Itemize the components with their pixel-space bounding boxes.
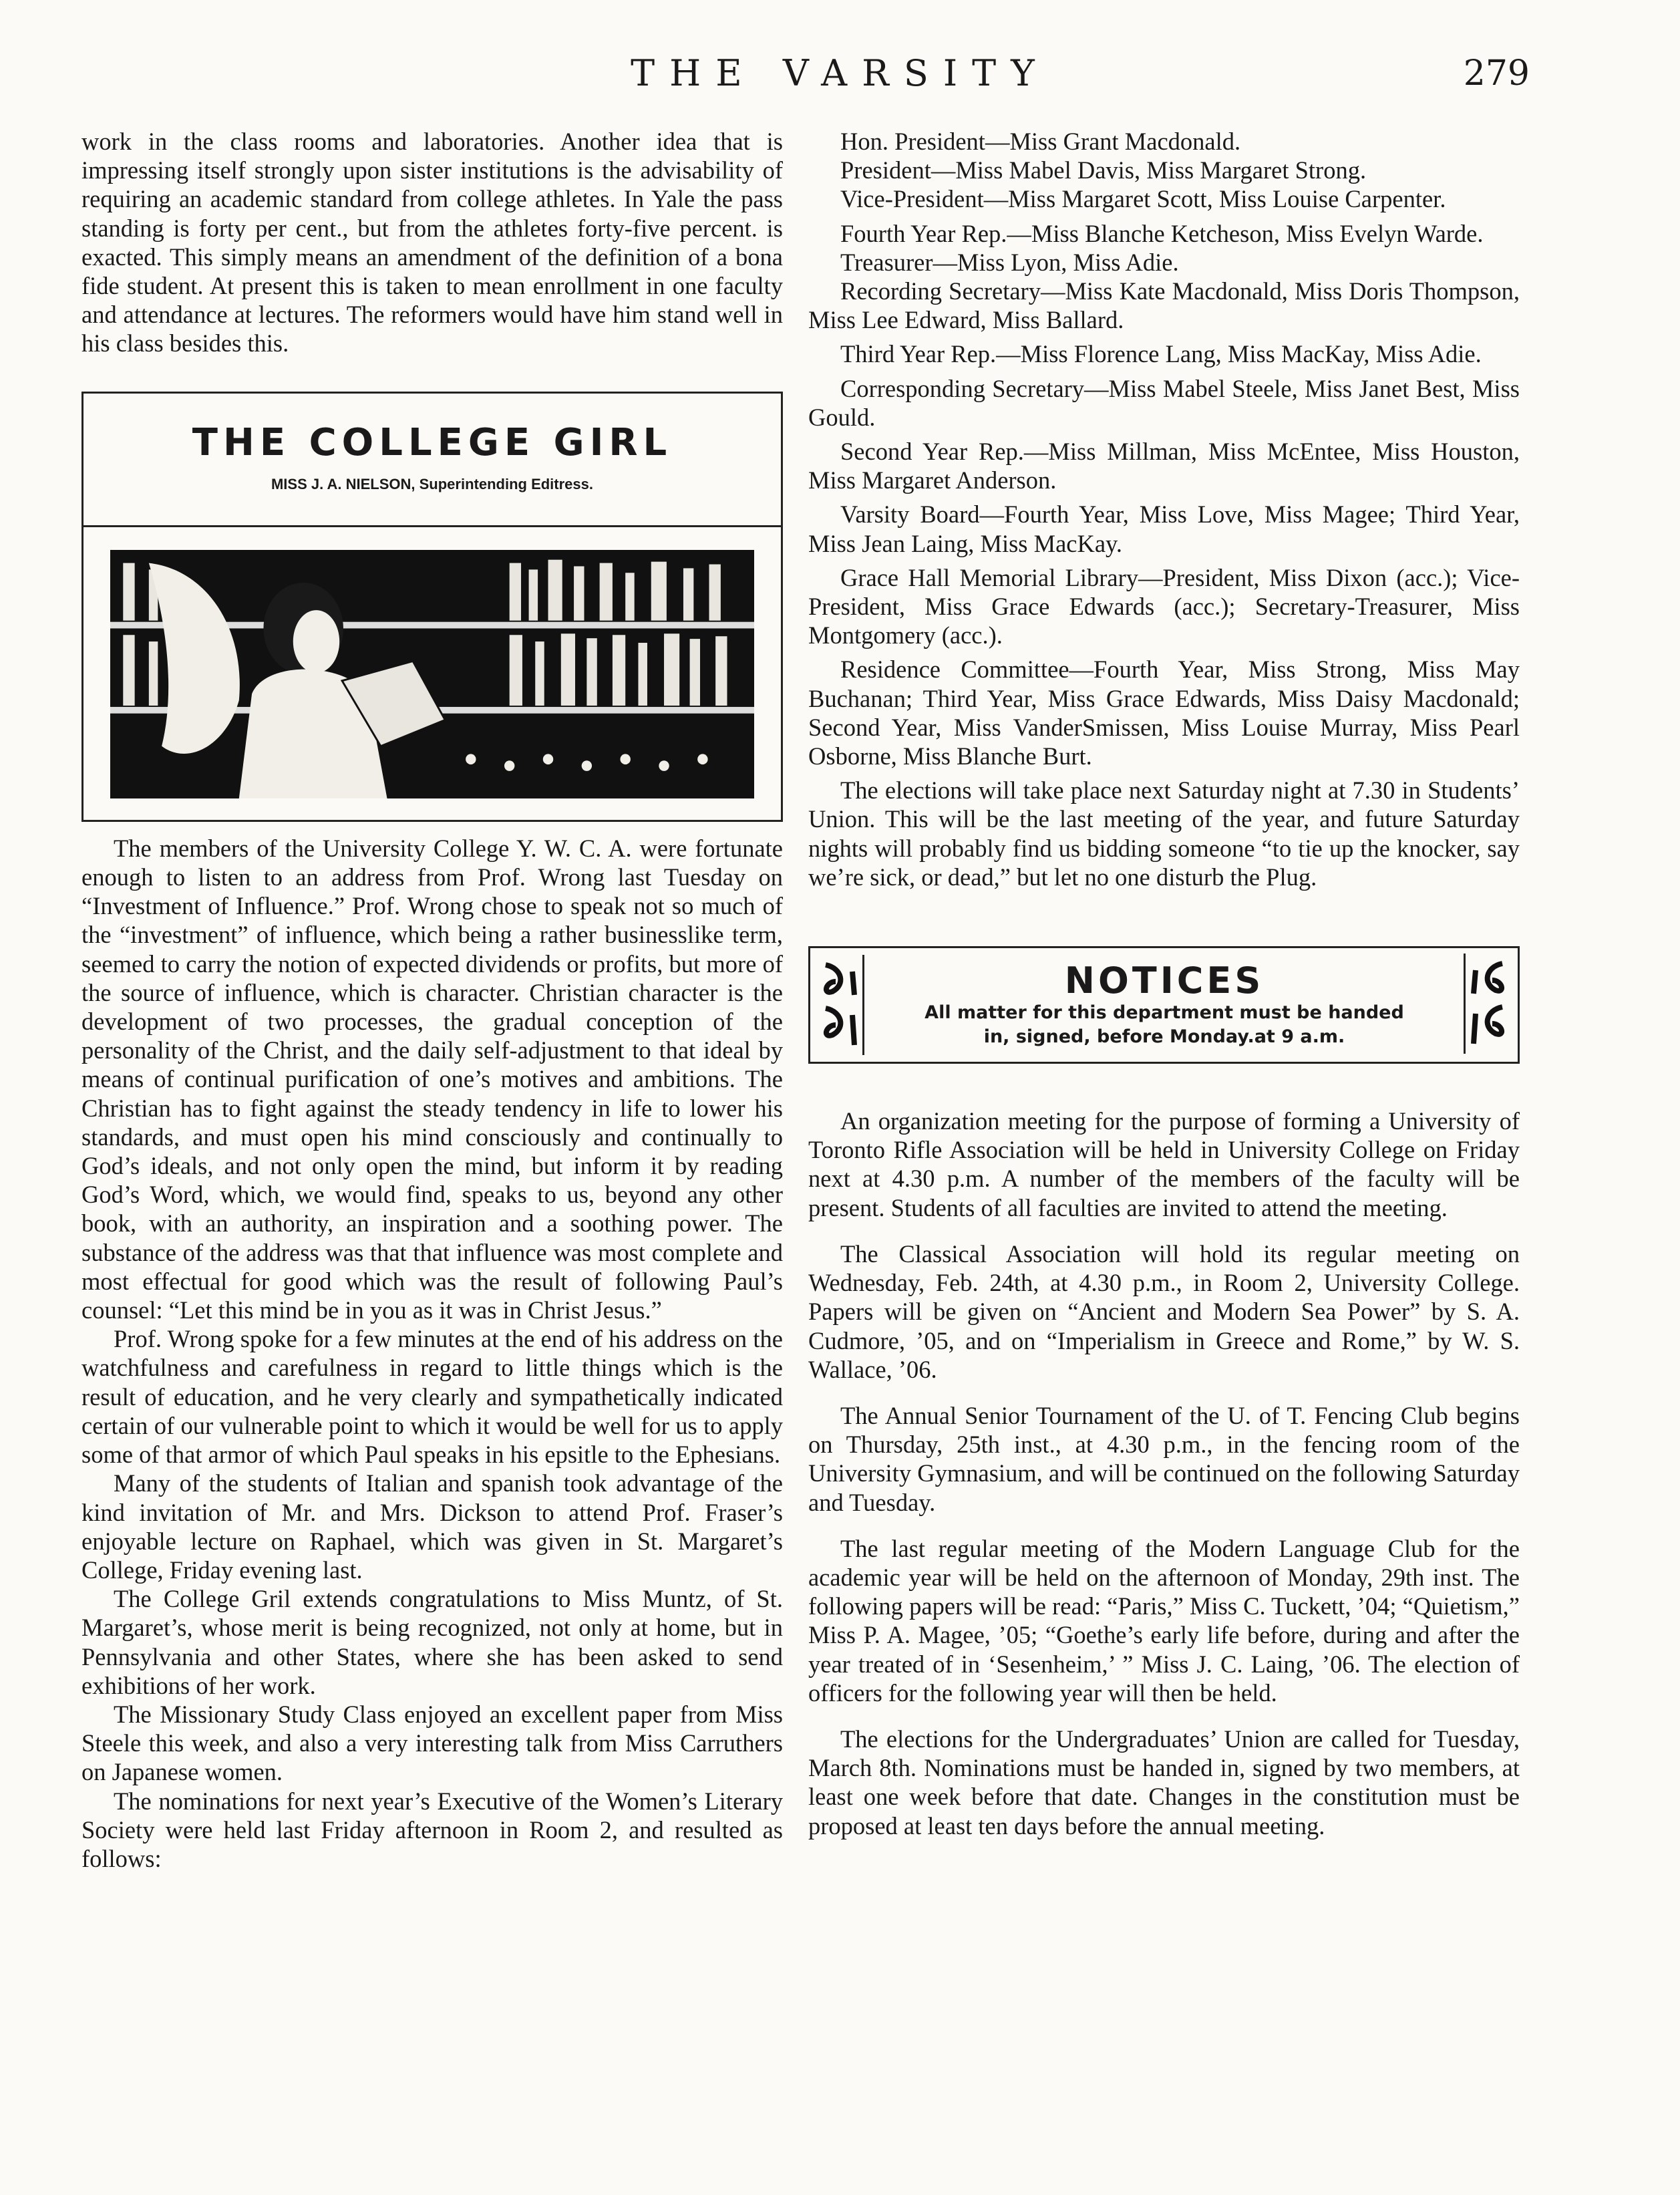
notice-paragraph: An organization meeting for the purpose of forming a University of Toronto Rifle Association will be held in University College on Friday next at 4.30 p.m. A number of the members of the faculty will be present. Students of all faculties are invited to attend the meeting.: [808, 1107, 1520, 1221]
notices-subtitle: in, signed, before Monday.at 9 a.m.: [983, 1026, 1345, 1048]
right-column: [808, 127, 1520, 1840]
notice-paragraph: The Annual Senior Tournament of the U. of T. Fencing Club begins on Thursday, 25th inst., at 4.30 p.m., in the fencing room of the University Gymnasium, and will be continued on the following Saturday and Tuesday.: [808, 1401, 1520, 1516]
ornament-icon: [816, 955, 864, 1055]
officer-line: Corresponding Secretary—Miss Mabel Steele, Miss Janet Best, Miss Gould.: [808, 374, 1520, 431]
elections-paragraph: The elections will take place next Saturday night at 7.30 in Students’ Union. This will be the last meeting of the year, and future Saturday nights will probably find us bidding someone “to tie up the knocker, say we’re sick, or dead,” but let no one disturb the Plug.: [808, 776, 1520, 891]
officer-line: Hon. President—Miss Grant Macdonald.: [840, 128, 1241, 155]
paragraph: Many of the students of Italian and spanish took advantage of the kind invitation of Mr. and Mrs. Dickson to attend Prof. Fraser’s enjoyable lecture on Raphael, which was given in St. Margaret’s College, Friday evening last.: [81, 1469, 783, 1584]
left-column: [81, 127, 783, 1873]
reading-woman-illustration: [110, 550, 754, 798]
running-title: THE VARSITY: [631, 52, 1049, 94]
college-girl-header: [81, 392, 783, 822]
officer-line: Residence Committee—Fourth Year, Miss Strong, Miss May Buchanan; Third Year, Miss Grace Edwards, Miss Daisy Macdonald; Second Year, Miss VanderSmissen, Miss Louise Murray, Miss Pearl Osborne, Miss Blanche Burt.: [808, 655, 1520, 770]
notices-subtitle: All matter for this department must be handed: [925, 1002, 1404, 1024]
illustration-image: [110, 550, 754, 798]
paragraph: Prof. Wrong spoke for a few minutes at the end of his address on the watchfulness and carefulness in regard to little things which is the result of education, and he very clearly and sympathetically indicated certain of our vulnerable point to which it would be well for us to apply some of that armor of which Paul speaks in his epsitle to the Ephesians.: [81, 1325, 783, 1469]
section-title: THE COLLEGE GIRL: [192, 420, 673, 464]
divider: [83, 525, 781, 527]
officer-line: Grace Hall Memorial Library—President, Miss Dixon (acc.); Vice-President, Miss Grace Edwards (acc.); Secretary-Treasurer, Miss Montgomery (acc.).: [808, 563, 1520, 649]
notice-paragraph: The Classical Association will hold its regular meeting on Wednesday, Feb. 24th, at 4.30 p.m., in Room 2, University College. Papers will be given on “Ancient and Modern Sea Power” by S. A. Cudmore, ’05, and on “Imperialism in Greece and Rome,” by W. S. Wallace, ’06.: [808, 1239, 1520, 1383]
ornament-icon: [1464, 954, 1512, 1054]
officer-line: Second Year Rep.—Miss Millman, Miss McEntee, Miss Houston, Miss Margaret Anderson.: [808, 438, 1520, 494]
paragraph: The members of the University College Y. W. C. A. were fortunate enough to listen to an address from Prof. Wrong last Tuesday on “Investment of Influence.” Prof. Wrong chose to speak not so much of the “investment” of influence, which being a rather businesslike term, seemed to carry the notion of expected dividends or profits, but more of the source of influence, which is character. Christian character is the development of two processes, the gradual conception of the personality of the Christ, and the daily self-adjustment to that ideal by means of continual purification of one’s motives and ambitions. The Christian has to fight against the steady tendency in life to lower his standards, and must open his mind consciously and continually to God’s ideals, and not only open the mind, but inform it by reading God’s Word, which, we would find, speaks to us, beyond any other book, with an authority, an inspiration and a soothing power. The substance of the address was that that influence was most complete and most effectual for good which was the result of following Paul’s counsel: “Let this mind be in you as it was in Christ Jesus.”: [81, 834, 783, 1324]
page-number: 279: [1463, 53, 1530, 94]
section-editor: MISS J. A. NIELSON, Superintending Editress.: [271, 475, 594, 492]
officer-line: President—Miss Mabel Davis, Miss Margaret Strong.: [840, 156, 1367, 184]
officer-line: Vice-President—Miss Margaret Scott, Miss Louise Carpenter.: [840, 185, 1446, 213]
paragraph: The College Gril extends congratulations to Miss Muntz, of St. Margaret’s, whose merit is being recognized, not only at home, but in Pennsylvania and other States, where she has been asked to send exhibitions of her work.: [81, 1585, 783, 1699]
officer-line: Treasurer—Miss Lyon, Miss Adie.: [840, 248, 1179, 276]
officer-line: Recording Secretary—Miss Kate Macdonald, Miss Doris Thompson, Miss Lee Edward, Miss Ballard.: [808, 277, 1520, 334]
notice-paragraph: The elections for the Undergraduates’ Union are called for Tuesday, March 8th. Nominations must be handed in, signed by two members, at least one week before that date. Changes in the constitution must be proposed at least ten days before the annual meeting.: [808, 1725, 1520, 1840]
officer-line: Fourth Year Rep.—Miss Blanche Ketcheson, Miss Evelyn Warde.: [840, 219, 1484, 247]
paragraph: The Missionary Study Class enjoyed an excellent paper from Miss Steele this week, and also a very interesting talk from Miss Carruthers on Japanese women.: [81, 1700, 783, 1786]
notice-paragraph: The last regular meeting of the Modern Language Club for the academic year will be held on the afternoon of Monday, 29th inst. The following papers will be read: “Paris,” Miss C. Tuckett, ’04; “Quietism,” Miss P. A. Magee, ’05; “Goethe’s early life before, during and after the year treated of in ‘Sesenheim,’ ” Miss J. C. Laing, ’06. The election of officers for the following year will then be held.: [808, 1534, 1520, 1707]
intro-paragraph: work in the class rooms and laboratories. Another idea that is impressing itself strongly upon sister institutions is the advisability of requiring an academic standard from college athletes. In Yale the pass standing is forty per cent., but from the athletes forty-five percent. is exacted. This simply means an amendment of the definition of a bona fide student. At present this is taken to mean enrollment in one faculty and attendance at lectures. The reformers would have him stand well in his class besides this.: [81, 128, 783, 357]
paragraph: The nominations for next year’s Executive of the Women’s Literary Society were held last Friday afternoon in Room 2, and resulted as follows:: [81, 1787, 783, 1872]
officer-line: Varsity Board—Fourth Year, Miss Love, Miss Magee; Third Year, Miss Jean Laing, Miss MacKay.: [808, 500, 1520, 557]
notices-header: [808, 946, 1520, 1064]
notices-title: NOTICES: [1064, 960, 1265, 1002]
officer-line: Third Year Rep.—Miss Florence Lang, Miss MacKay, Miss Adie.: [840, 340, 1482, 368]
